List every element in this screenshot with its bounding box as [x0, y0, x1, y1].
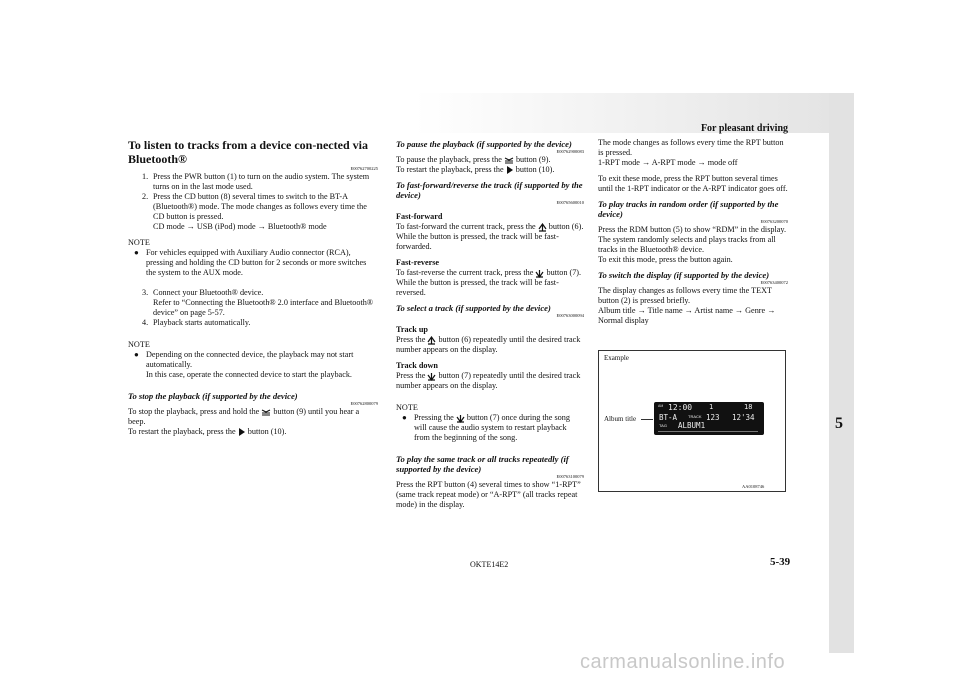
- note-item-continued: In this case, operate the connected device to start the playback.: [146, 370, 352, 379]
- track-down-icon: [456, 414, 465, 423]
- section-code: E00763200070: [760, 219, 788, 224]
- page-number: 5-39: [770, 556, 791, 568]
- track-down-icon: [535, 269, 544, 278]
- section-title: For pleasant driving: [700, 123, 788, 134]
- section-code: E00762900083: [556, 149, 584, 154]
- figure-label: Example: [604, 354, 629, 362]
- display-clock: 12:00: [668, 403, 693, 412]
- track-down-text: Press the button (7) repeatedly until the desired track number appears on the display.: [396, 371, 581, 390]
- select-heading: To select a track (if supported by the device): [396, 303, 551, 313]
- track-up-icon: [538, 223, 547, 232]
- switch-text: The display changes as follows every time the TEXT button (2) is pressed briefly.: [598, 286, 772, 305]
- section-code: E00762700225: [350, 166, 378, 171]
- chapter-number: 5: [835, 415, 843, 432]
- repeat-text: Press the RPT button (4) several times to show “1-RPT” (same track repeat mode) or “A-RPT” (all tracks repeat mode) in the display.: [396, 480, 581, 509]
- random-text-1: Press the RDM button (5) to show “RDM” in the display.: [598, 225, 786, 234]
- restart-text: To restart the playback, press the button (10).: [128, 427, 287, 436]
- ff-subheading: Fast-forward: [396, 212, 443, 221]
- track-down-subheading: Track down: [396, 361, 438, 370]
- rpt-mode-sequence: 1-RPT mode → A-RPT mode → mode off: [598, 158, 738, 167]
- section-code: E00763400072: [760, 280, 788, 285]
- fr-subheading: Fast-reverse: [396, 258, 440, 267]
- step-3: 3. Connect your Bluetooth® device.: [142, 288, 264, 297]
- ff-text: To fast-forward the current track, press the button (6). While the button is pressed, the track will be fast-forwarded.: [396, 222, 584, 251]
- ff-heading: To fast-forward/reverse the track (if supported by the device): [396, 180, 583, 200]
- fr-text: To fast-reverse the current track, press the button (7). While the button is pressed, the track will be fast-reversed.: [396, 268, 582, 297]
- track-up-subheading: Track up: [396, 325, 428, 334]
- footer-model-code: OKTE14E2: [470, 560, 509, 569]
- exit-text: To exit these mode, press the RPT button several times until the 1-RPT indicator or the A-RPT indicator goes off.: [598, 174, 788, 193]
- step-3-reference: Refer to “Connecting the Bluetooth® 2.0 interface and Bluetooth® device” on page 5-57.: [153, 298, 374, 317]
- bluetooth-section-heading: To listen to tracks from a device con-nected via Bluetooth®: [128, 138, 368, 166]
- pause-text: To pause the playback, press the button (9).: [396, 155, 551, 164]
- column-2: [396, 138, 584, 510]
- section-code: E00765600010: [556, 200, 584, 205]
- play-icon: [506, 166, 514, 174]
- display-album-prefix: TAG: [659, 423, 667, 428]
- display-indicator-strip: [658, 431, 758, 432]
- random-text-2: The system randomly selects and plays tracks from all tracks in the Bluetooth® device.: [598, 235, 776, 254]
- album-title-label: Album title: [604, 415, 637, 423]
- column-1: [128, 138, 378, 437]
- switch-heading: To switch the display (if supported by the device): [598, 270, 770, 280]
- display-track: 123: [706, 413, 720, 422]
- step-2: 2. Press the CD button (8) several times to switch to the BT-A (Bluetooth®) mode. The mode changes as follows every time the CD button is pressed.: [142, 192, 367, 221]
- stop-heading: To stop the playback (if supported by the device): [128, 391, 298, 401]
- section-code: E00763000094: [556, 313, 584, 318]
- column-3: [598, 138, 788, 326]
- section-code: E00762800079: [350, 401, 378, 406]
- track-up-icon: [427, 336, 436, 345]
- chapter-tab: [829, 93, 854, 653]
- display-track-label: TRACK: [688, 414, 702, 419]
- pause-heading: To pause the playback (if supported by the device): [396, 139, 572, 149]
- restart-text: To restart the playback, press the button (10).: [396, 165, 555, 174]
- audio-display: AM 12:00 1 18 BT-A TRACK 123 12'34 TAG ALBUM1: [654, 402, 764, 435]
- display-mode: BT-A: [659, 413, 678, 422]
- note-item: ● Pressing the button (7) once during the song will cause the audio system to restart playback from the beginning of the song.: [402, 413, 570, 442]
- step-1: 1. Press the PWR button (1) to turn on the audio system. The system turns on in the last mode used.: [142, 172, 370, 191]
- track-up-text: Press the button (6) repeatedly until the desired track number appears on the display.: [396, 335, 581, 354]
- display-elapsed: 12'34: [732, 413, 755, 422]
- display-album: ALBUM1: [678, 421, 706, 430]
- figure-code: AA0108746: [742, 484, 765, 489]
- section-code: E00763100079: [556, 474, 584, 479]
- random-heading: To play tracks in random order (if supported by the device): [598, 199, 779, 219]
- stop-text: To stop the playback, press and hold the button (9) until you hear a beep.: [128, 407, 360, 426]
- random-text-3: To exit this mode, press the button again.: [598, 255, 733, 264]
- note-heading: NOTE: [396, 403, 418, 412]
- mode-change-text: The mode changes as follows every time the RPT button is pressed.: [598, 138, 784, 157]
- leader-line: [641, 419, 653, 420]
- play-icon: [238, 428, 246, 436]
- repeat-heading: To play the same track or all tracks repeatedly (if supported by the device): [396, 454, 569, 474]
- note-item: ● For vehicles equipped with Auxiliary Audio connector (RCA), pressing and holding the CD button for 2 seconds or more switches the system to the AUX mode.: [134, 248, 367, 277]
- track-down-icon: [427, 372, 436, 381]
- watermark: carmanualsonline.info: [580, 651, 786, 673]
- mode-sequence: CD mode → USB (iPod) mode → Bluetooth® mode: [153, 222, 327, 231]
- pause-icon: [504, 157, 514, 164]
- step-4: 4. Playback starts automatically.: [142, 318, 251, 327]
- note-item: ● Depending on the connected device, the playback may not start automatically.: [134, 350, 354, 369]
- display-channel: 18: [744, 403, 753, 411]
- pause-icon: [261, 409, 271, 416]
- display-disc: 1: [709, 403, 714, 411]
- note-heading: NOTE: [128, 340, 150, 349]
- note-heading: NOTE: [128, 238, 150, 247]
- display-sequence: Album title → Title name → Artist name → Genre → Normal display: [598, 306, 776, 325]
